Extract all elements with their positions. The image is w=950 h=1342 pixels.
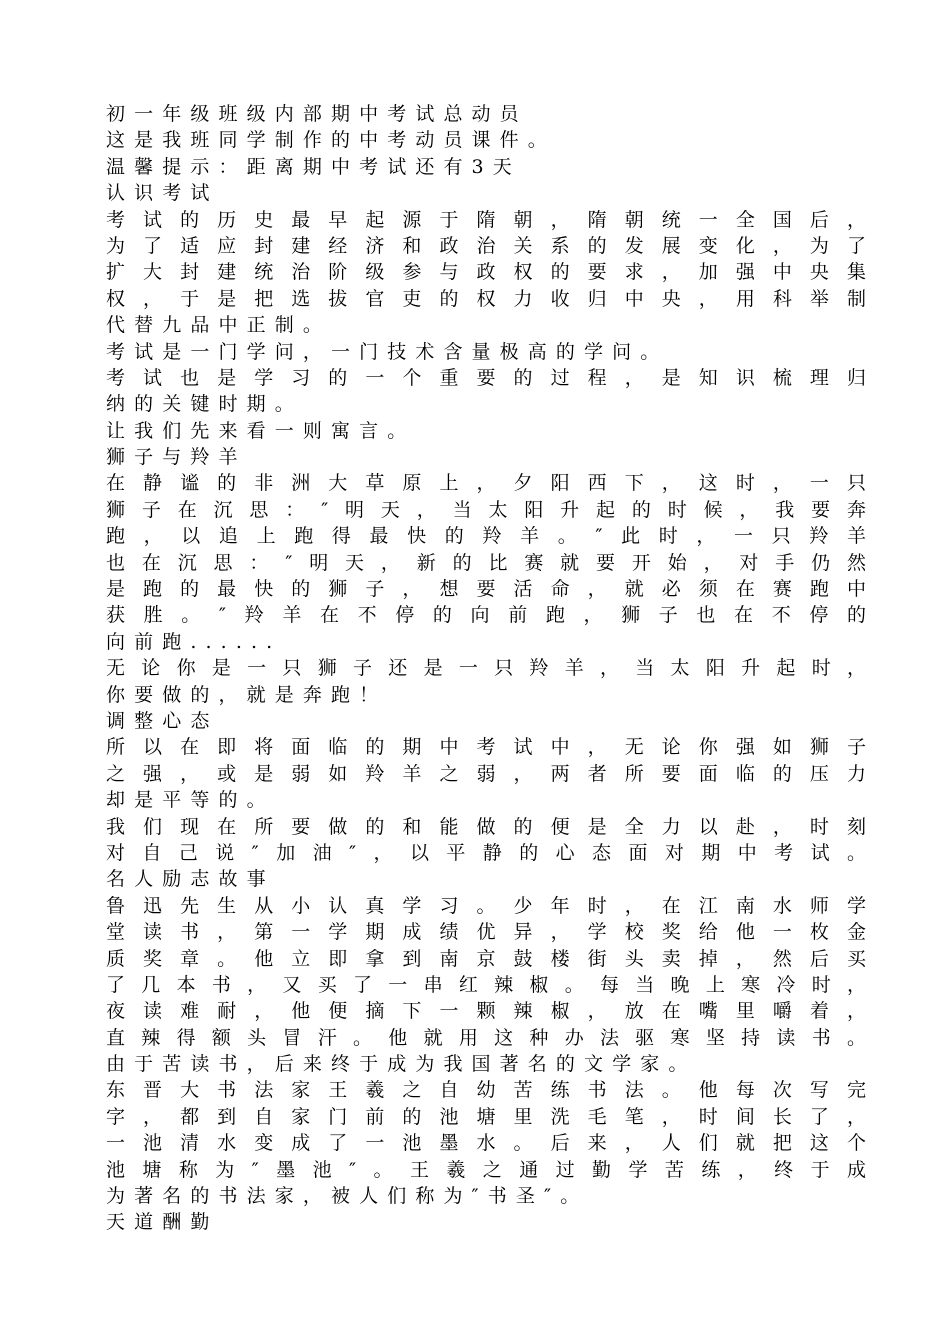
text-line: 对自己说″加油″，以平静的心态面对期中考试。 [106, 841, 866, 864]
text-line: 考试是一门学问，一门技术含量极高的学问。 [106, 340, 669, 363]
text-line: 池塘称为″墨池″。王羲之通过勤学苦练，终于成 [106, 1158, 866, 1181]
text-line: 了几本书，又买了一串红辣椒。每当晚上寒冷时， [106, 973, 866, 996]
text-line: 也在沉思：″明天，新的比赛就要开始，对手仍然 [106, 551, 866, 574]
text-line: 由于苦读书，后来终于成为我国著名的文学家。 [106, 1053, 697, 1076]
text-line: 直辣得额头冒汗。他就用这种办法驱寒坚持读书。 [106, 1026, 866, 1049]
text-line: 权，于是把选拔官吏的权力收归中央，用科举制 [106, 287, 866, 310]
text-line: 狮子在沉思：″明天，当太阳升起的时候，我要奔 [106, 498, 866, 521]
text-line: 为了适应封建经济和政治关系的发展变化，为了 [106, 234, 866, 257]
text-line: 初一年级班级内部期中考试总动员 [106, 103, 528, 125]
text-line: 为著名的书法家，被人们称为″书圣″。 [106, 1185, 589, 1208]
text-line: 夜读难耐，他便摘下一颗辣椒，放在嘴里嚼着， [106, 1000, 866, 1023]
text-line: 质奖章。他立即拿到南京鼓楼街头卖掉，然后买 [106, 947, 866, 970]
text-line: 获胜。″羚羊在不停的向前跑，狮子也在不停的 [106, 604, 866, 627]
text-line: 跑，以追上跑得最快的羚羊。″此时，一只羚羊 [106, 525, 866, 548]
text-line: 却是平等的。 [106, 789, 275, 812]
text-line: 向前跑...... [106, 630, 282, 653]
text-line: 温馨提示：距离期中考试还有3天 [106, 155, 521, 178]
text-line: 纳的关键时期。 [106, 393, 303, 416]
text-line: 一池清水变成了一池墨水。后来，人们就把这个 [106, 1132, 866, 1155]
text-line: 你要做的，就是奔跑！ [106, 683, 388, 706]
text-line: 扩大封建统治阶级参与政权的要求，加强中央集 [106, 261, 866, 284]
text-line: 狮子与羚羊 [106, 446, 247, 469]
text-line: 之强，或是弱如羚羊之弱，两者所要面临的压力 [106, 762, 866, 785]
text-line: 天道酬勤 [106, 1211, 219, 1234]
text-line: 鲁迅先生从小认真学习。少年时，在江南水师学 [106, 894, 866, 917]
text-line: 调整心态 [106, 709, 219, 732]
text-line: 是跑的最快的狮子，想要活命，就必须在赛跑中 [106, 578, 866, 601]
text-line: 东晋大书法家王羲之自幼苦练书法。他每次写完 [106, 1079, 866, 1102]
document-body [106, 101, 866, 1236]
text-line: 考试的历史最早起源于隋朝，隋朝统一全国后， [106, 208, 866, 231]
text-line: 让我们先来看一则寓言。 [106, 419, 416, 442]
text-line: 所以在即将面临的期中考试中，无论你强如狮子 [106, 736, 866, 759]
text-line: 在静谧的非洲大草原上，夕阳西下，这时，一只 [106, 472, 866, 495]
text-line: 我们现在所要做的和能做的便是全力以赴，时刻 [106, 815, 866, 838]
text-line: 无论你是一只狮子还是一只羚羊，当太阳升起时， [106, 657, 866, 680]
text-line: 字，都到自家门前的池塘里洗毛笔，时间长了， [106, 1105, 866, 1128]
text-line: 堂读书，第一学期成绩优异，学校奖给他一枚金 [106, 921, 866, 944]
text-line: 考试也是学习的一个重要的过程，是知识梳理归 [106, 366, 866, 389]
text-line: 认识考试 [106, 182, 219, 205]
text-line: 这是我班同学制作的中考动员课件。 [106, 129, 556, 152]
text-line: 名人励志故事 [106, 868, 275, 891]
text-line: 代替九品中正制。 [106, 314, 331, 337]
